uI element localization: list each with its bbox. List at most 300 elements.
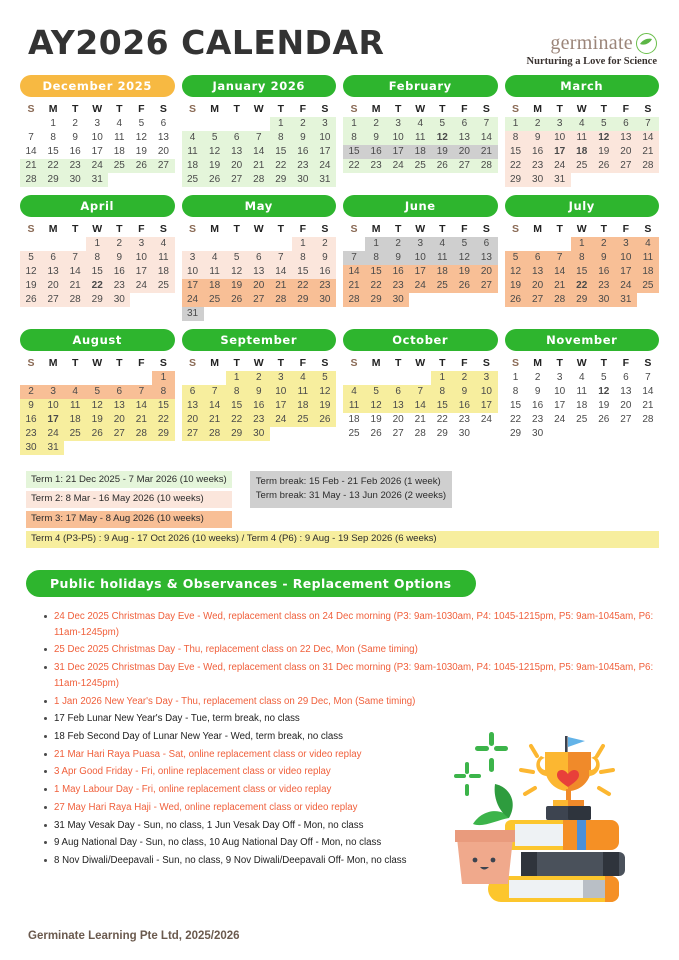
week-row	[343, 385, 498, 399]
empty-day-cell	[527, 237, 549, 251]
day-cell: 18	[637, 265, 659, 279]
day-cell: 24	[270, 413, 292, 427]
day-cell: 14	[409, 399, 431, 413]
day-cell: 19	[20, 279, 42, 293]
term-chip: Term 2: 8 Mar - 16 May 2026 (10 weeks)	[26, 491, 232, 508]
weekday-header: S	[159, 103, 167, 115]
day-cell: 9	[20, 399, 42, 413]
empty-day-cell	[453, 293, 475, 307]
day-cell: 18	[64, 413, 86, 427]
day-cell: 10	[409, 251, 431, 265]
day-cell: 9	[314, 251, 336, 265]
week-row	[20, 293, 175, 307]
day-cell: 15	[571, 265, 593, 279]
day-cell: 25	[64, 427, 86, 441]
day-cell: 3	[94, 118, 100, 129]
day-cell: 19	[135, 146, 147, 157]
day-cell: 14	[475, 131, 497, 145]
empty-day-cell	[86, 371, 108, 385]
day-cell: 23	[458, 414, 470, 425]
day-cell: 31	[615, 293, 637, 307]
day-cell: 24	[130, 279, 152, 293]
week-row	[182, 385, 337, 399]
day-cell: 14	[642, 386, 654, 397]
empty-day-cell	[152, 441, 174, 455]
empty-day-cell	[64, 237, 86, 251]
week-row	[20, 131, 175, 145]
day-cell: 5	[601, 372, 607, 383]
day-cell: 17	[91, 146, 103, 157]
day-cell: 11	[182, 145, 204, 159]
day-cell: 4	[578, 372, 585, 383]
day-cell: 26	[370, 428, 382, 439]
day-cell: 19	[505, 279, 527, 293]
empty-day-cell	[226, 237, 248, 251]
day-cell: 23	[314, 279, 336, 293]
empty-day-cell	[42, 371, 64, 385]
day-cell: 9	[365, 131, 387, 145]
day-cell: 22	[86, 279, 108, 293]
day-cell: 30	[64, 173, 86, 187]
day-cell: 19	[431, 145, 453, 159]
day-cell: 17	[549, 145, 571, 159]
day-cell: 12	[135, 132, 147, 143]
empty-day-cell	[130, 293, 152, 307]
week-row	[20, 237, 175, 251]
day-cell: 27	[226, 173, 248, 187]
day-cell: 17	[130, 265, 152, 279]
day-cell: 4	[409, 117, 431, 131]
week-row	[343, 399, 498, 413]
day-cell: 24	[615, 279, 637, 293]
day-cell: 28	[204, 427, 226, 441]
empty-day-cell	[387, 371, 409, 385]
day-cell: 29	[152, 427, 174, 441]
week-row	[343, 265, 498, 279]
weekday-header: S	[27, 223, 35, 235]
calendar-months-grid	[0, 67, 679, 455]
weekday-header: M	[210, 103, 219, 115]
weekday-header: T	[116, 357, 123, 369]
weekday-header: F	[622, 103, 630, 115]
day-cell: 13	[157, 132, 169, 143]
day-cell: 11	[409, 131, 431, 145]
weekday-header: F	[138, 103, 145, 115]
empty-day-cell	[270, 307, 292, 321]
empty-day-cell	[314, 427, 336, 441]
empty-day-cell	[409, 371, 431, 385]
day-cell: 8	[226, 385, 248, 399]
empty-day-cell	[204, 117, 226, 131]
empty-day-cell	[108, 371, 130, 385]
week-row	[343, 293, 498, 307]
weekday-header: S	[644, 103, 652, 115]
day-cell: 15	[292, 265, 314, 279]
day-cell: 19	[314, 399, 336, 413]
empty-day-cell	[20, 117, 42, 131]
day-cell: 14	[130, 399, 152, 413]
holiday-item: 31 Dec 2025 Christmas Day Eve - Wed, replacement class on 31 Dec morning (P3: 9am-1030am, P4: 1045-1215pm, P5: 9am-1045am, P6: 11am-1245pm)	[44, 660, 664, 691]
day-cell: 6	[623, 372, 629, 383]
day-cell: 9	[292, 131, 314, 145]
week-row	[505, 237, 660, 251]
day-cell: 26	[431, 159, 453, 173]
day-cell: 4	[292, 371, 314, 385]
day-cell: 1	[343, 117, 365, 131]
empty-day-cell	[343, 371, 365, 385]
day-cell: 3	[475, 371, 497, 385]
day-cell: 26	[226, 293, 248, 307]
day-cell: 21	[637, 145, 659, 159]
empty-day-cell	[343, 237, 365, 251]
weekday-header: S	[321, 223, 329, 235]
week-row	[343, 237, 498, 251]
day-cell: 10	[475, 385, 497, 399]
day-cell: 9	[387, 251, 409, 265]
empty-day-cell	[42, 237, 64, 251]
day-cell: 7	[343, 251, 365, 265]
day-cell: 7	[475, 117, 497, 131]
day-cell: 23	[365, 159, 387, 173]
day-cell: 20	[620, 400, 632, 411]
day-cell: 1	[365, 237, 387, 251]
day-cell: 27	[182, 427, 204, 441]
empty-day-cell	[270, 237, 292, 251]
holiday-item: 21 Mar Hari Raya Puasa - Sat, online replacement class or video replay	[44, 747, 664, 763]
month-april	[20, 195, 175, 321]
day-cell: 13	[42, 265, 64, 279]
empty-day-cell	[270, 427, 292, 441]
day-cell: 25	[571, 159, 593, 173]
day-cell: 10	[549, 131, 571, 145]
week-row	[20, 279, 175, 293]
empty-day-cell	[130, 371, 152, 385]
week-row	[343, 159, 498, 173]
holiday-item: 1 May Labour Day - Fri, online replacement class or video replay	[44, 782, 664, 798]
day-cell: 27	[453, 159, 475, 173]
day-cell: 15	[343, 145, 365, 159]
day-cell: 6	[527, 251, 549, 265]
day-cell: 21	[270, 279, 292, 293]
empty-day-cell	[637, 427, 659, 441]
day-cell: 25	[409, 159, 431, 173]
month-may	[182, 195, 337, 321]
day-cell: 30	[387, 293, 409, 307]
day-cell: 5	[226, 251, 248, 265]
month-day-grid	[20, 355, 175, 455]
day-cell: 7	[28, 132, 34, 143]
weekday-header: F	[138, 223, 145, 235]
empty-day-cell	[615, 173, 637, 187]
day-cell: 5	[505, 251, 527, 265]
weekday-header: M	[533, 223, 542, 235]
day-cell: 8	[152, 385, 174, 399]
week-row	[182, 237, 337, 251]
weekday-header: F	[622, 223, 630, 235]
weekday-header: M	[48, 103, 58, 115]
day-cell: 16	[527, 145, 549, 159]
week-row	[20, 251, 175, 265]
day-cell: 24	[387, 159, 409, 173]
weekday-header: S	[321, 103, 329, 115]
week-row	[20, 413, 175, 427]
day-cell: 6	[226, 131, 248, 145]
day-cell: 20	[157, 146, 169, 157]
day-cell: 2	[248, 371, 270, 385]
day-cell: 6	[615, 117, 637, 131]
weekday-header: T	[556, 357, 563, 369]
month-day-grid	[343, 355, 498, 441]
empty-day-cell	[431, 293, 453, 307]
day-cell: 23	[20, 427, 42, 441]
day-cell: 30	[314, 293, 336, 307]
day-cell: 18	[431, 265, 453, 279]
day-cell: 12	[226, 265, 248, 279]
day-cell: 11	[114, 132, 125, 143]
day-cell: 10	[314, 131, 336, 145]
weekday-header: M	[210, 223, 219, 235]
empty-day-cell	[20, 237, 42, 251]
empty-day-cell	[226, 117, 248, 131]
day-cell: 13	[453, 131, 475, 145]
day-cell: 4	[116, 118, 123, 129]
day-cell: 3	[409, 237, 431, 251]
weekday-header: T	[439, 357, 446, 369]
weekday-header: T	[394, 223, 402, 235]
day-cell: 26	[314, 413, 336, 427]
empty-day-cell	[637, 173, 659, 187]
month-title: July	[505, 195, 660, 217]
day-cell: 15	[431, 399, 453, 413]
month-august	[20, 329, 175, 455]
week-row	[505, 173, 660, 187]
day-cell: 29	[509, 428, 522, 439]
day-cell: 28	[549, 293, 571, 307]
month-title: December 2025	[20, 75, 175, 97]
week-row	[182, 117, 337, 131]
day-cell: 9	[593, 251, 615, 265]
week-row	[182, 279, 337, 293]
day-cell: 7	[549, 251, 571, 265]
public-holidays-list	[0, 609, 679, 869]
day-cell: 1	[292, 237, 314, 251]
day-cell: 21	[414, 414, 426, 425]
day-cell: 27	[392, 428, 404, 439]
day-cell: 6	[182, 385, 204, 399]
month-title: June	[343, 195, 498, 217]
month-title: March	[505, 75, 660, 97]
day-cell: 25	[108, 159, 130, 173]
day-cell: 27	[615, 159, 637, 173]
day-cell: 10	[42, 399, 64, 413]
day-cell: 16	[532, 400, 544, 411]
day-cell: 18	[113, 146, 125, 157]
empty-day-cell	[152, 173, 174, 187]
week-row	[182, 145, 337, 159]
day-cell: 1	[270, 117, 292, 131]
day-cell: 20	[226, 159, 248, 173]
day-cell: 22	[436, 414, 448, 425]
day-cell: 6	[108, 385, 130, 399]
day-cell: 30	[527, 173, 549, 187]
weekday-header: W	[576, 223, 587, 235]
day-cell: 14	[549, 265, 571, 279]
weekday-header: M	[371, 223, 381, 235]
month-day-grid	[505, 101, 660, 187]
day-cell: 13	[248, 265, 270, 279]
empty-day-cell	[182, 371, 204, 385]
weekday-header: W	[253, 103, 264, 115]
day-cell: 28	[343, 293, 365, 307]
day-cell: 25	[637, 279, 659, 293]
weekday-header: W	[92, 223, 103, 235]
day-cell: 12	[365, 399, 387, 413]
day-cell: 12	[204, 145, 226, 159]
week-row	[20, 399, 175, 413]
day-cell: 10	[91, 132, 103, 143]
week-row	[343, 413, 498, 427]
day-cell: 26	[130, 159, 152, 173]
empty-day-cell	[571, 173, 593, 187]
weekday-header: S	[350, 103, 358, 115]
month-september	[182, 329, 337, 455]
day-cell: 13	[182, 399, 204, 413]
day-cell: 8	[343, 131, 365, 145]
day-cell: 9	[108, 251, 130, 265]
day-cell: 28	[64, 293, 86, 307]
day-cell: 3	[615, 237, 637, 251]
day-cell: 11	[571, 131, 593, 145]
day-cell: 15	[152, 399, 174, 413]
day-cell: 11	[64, 399, 86, 413]
day-cell: 30	[292, 173, 314, 187]
weekday-header: S	[482, 103, 490, 115]
day-cell: 10	[130, 251, 152, 265]
day-cell: 27	[152, 159, 174, 173]
day-cell: 16	[314, 265, 336, 279]
day-cell: 15	[270, 145, 292, 159]
day-cell: 18	[348, 414, 360, 425]
term-chip: Term 1: 21 Dec 2025 - 7 Mar 2026 (10 weeks)	[26, 471, 232, 488]
day-cell: 8	[292, 251, 314, 265]
day-cell: 8	[270, 131, 292, 145]
month-title: February	[343, 75, 498, 97]
day-cell: 17	[182, 279, 204, 293]
month-day-grid	[182, 221, 337, 321]
day-cell: 28	[414, 428, 426, 439]
week-row	[505, 413, 660, 427]
day-cell: 25	[576, 414, 588, 425]
day-cell: 13	[226, 145, 248, 159]
month-day-grid	[343, 101, 498, 173]
week-row	[182, 413, 337, 427]
empty-day-cell	[593, 173, 615, 187]
day-cell: 21	[204, 413, 226, 427]
day-cell: 19	[593, 145, 615, 159]
day-cell: 7	[130, 385, 152, 399]
day-cell: 24	[42, 427, 64, 441]
weekday-header: M	[48, 357, 58, 369]
empty-day-cell	[64, 371, 86, 385]
holiday-item: 18 Feb Second Day of Lunar New Year - Wed, term break, no class	[44, 729, 664, 745]
weekday-header: S	[512, 223, 520, 235]
day-cell: 1	[571, 237, 593, 251]
day-cell: 29	[86, 293, 108, 307]
day-cell: 7	[64, 251, 86, 265]
weekday-header: M	[533, 103, 542, 115]
day-cell: 24	[314, 159, 336, 173]
empty-day-cell	[637, 293, 659, 307]
holiday-item: 31 May Vesak Day - Sun, no class, 1 Jun Vesak Day Off - Mon, no class	[44, 818, 664, 834]
empty-day-cell	[475, 293, 497, 307]
weekday-header: F	[299, 223, 307, 235]
day-cell: 20	[392, 414, 404, 425]
weekday-header: T	[233, 223, 240, 235]
day-cell: 18	[152, 265, 174, 279]
term-break-chip: Term break: 31 May - 13 Jun 2026 (2 weeks)	[255, 490, 447, 502]
day-cell: 5	[138, 118, 145, 129]
day-cell: 1	[512, 372, 519, 383]
day-cell: 10	[554, 386, 566, 397]
weekday-header: T	[71, 103, 79, 115]
holiday-item: 1 Jan 2026 New Year's Day - Thu, replacement class on 29 Dec, Mon (Same timing)	[44, 694, 664, 710]
weekday-header: F	[138, 357, 145, 369]
weekday-header: T	[277, 357, 284, 369]
week-row	[182, 131, 337, 145]
day-cell: 11	[343, 399, 365, 413]
week-row	[182, 173, 337, 187]
day-cell: 11	[637, 251, 659, 265]
weekday-header: T	[600, 223, 607, 235]
week-row	[182, 251, 337, 265]
day-cell: 13	[527, 265, 549, 279]
day-cell: 16	[69, 146, 81, 157]
day-cell: 7	[270, 251, 292, 265]
day-cell: 29	[226, 427, 248, 441]
empty-day-cell	[248, 307, 270, 321]
weekday-header: T	[394, 103, 402, 115]
week-row	[505, 371, 660, 385]
month-title: January 2026	[182, 75, 337, 97]
day-cell: 29	[365, 293, 387, 307]
day-cell: 25	[431, 279, 453, 293]
weekday-header: F	[461, 357, 468, 369]
day-cell: 17	[554, 400, 566, 411]
day-cell: 17	[409, 265, 431, 279]
day-cell: 23	[527, 159, 549, 173]
weekday-header: T	[600, 103, 607, 115]
leaf-icon	[636, 33, 657, 54]
day-cell: 15	[509, 400, 522, 411]
day-cell: 14	[270, 265, 292, 279]
holiday-item: 8 Nov Diwali/Deepavali - Sun, no class, 9 Nov Diwali/Deepavali Off- Mon, no class	[44, 853, 664, 869]
week-row	[182, 159, 337, 173]
day-cell: 18	[182, 159, 204, 173]
day-cell: 2	[314, 237, 336, 251]
day-cell: 11	[292, 385, 314, 399]
day-cell: 16	[108, 265, 130, 279]
weekday-header: T	[439, 103, 446, 115]
day-cell: 22	[270, 159, 292, 173]
day-cell: 4	[182, 131, 204, 145]
day-cell: 15	[226, 399, 248, 413]
term-break-group	[250, 471, 452, 508]
week-row	[505, 145, 660, 159]
day-cell: 15	[47, 146, 59, 157]
month-title: October	[343, 329, 498, 351]
month-title: November	[505, 329, 660, 351]
page-header	[0, 0, 679, 67]
